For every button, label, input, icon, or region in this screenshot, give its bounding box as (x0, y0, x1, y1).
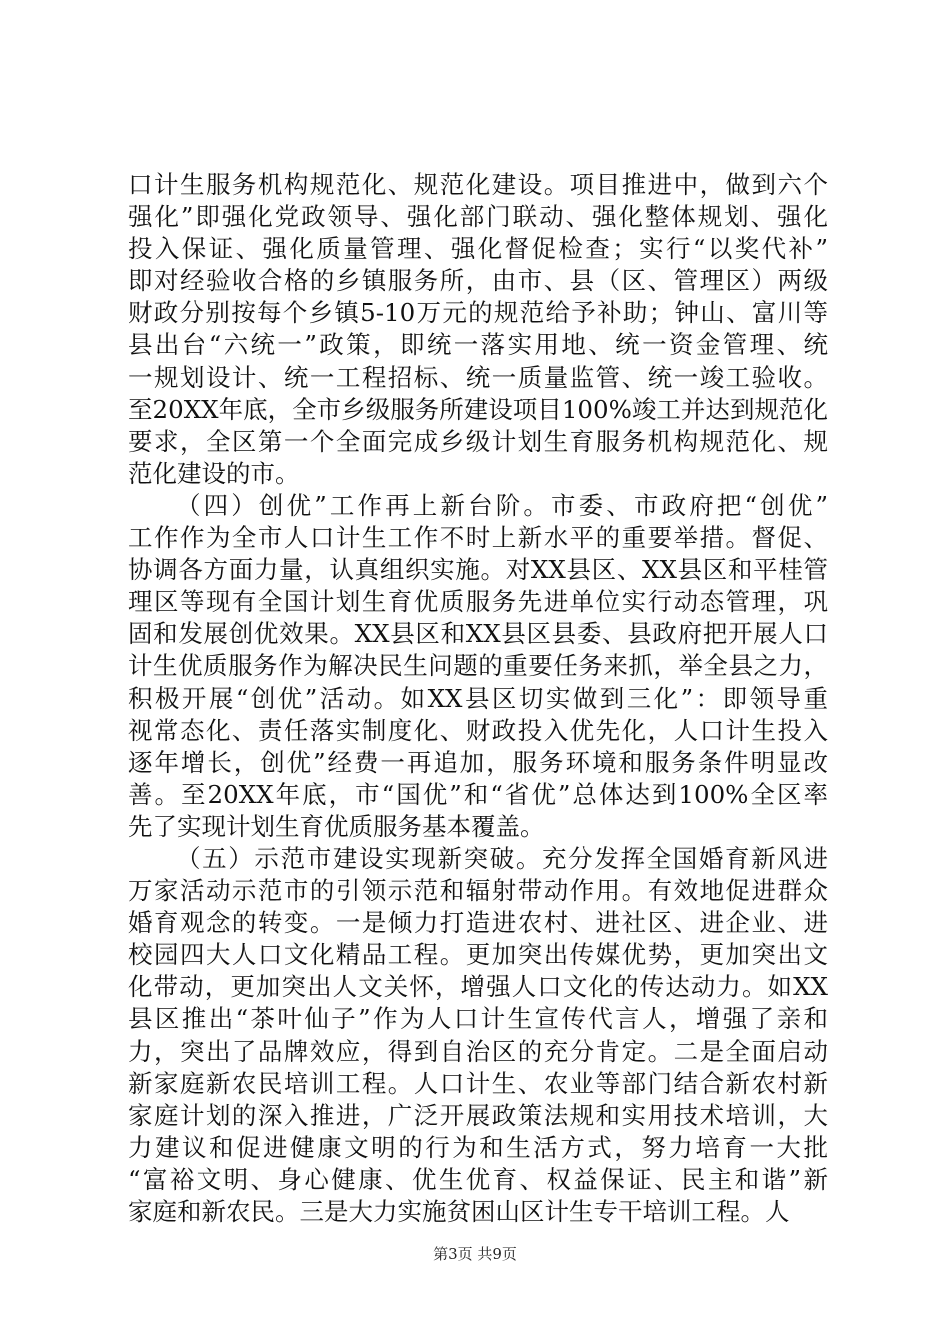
text-line: 理区等现有全国计划生育优质服务先进单位实行动态管理，巩 (128, 587, 828, 617)
text-line: 范化建设的市。 (128, 458, 300, 488)
text-line: 家庭计划的深入推进，广泛开展政策法规和实用技术培训，大 (128, 1100, 828, 1130)
text-line: （五）示范市建设实现新突破。充分发挥全国婚育新风进 (176, 843, 828, 873)
text-line: 口计生服务机构规范化、规范化建设。项目推进中，做到六个 (128, 170, 828, 199)
paragraph (128, 490, 828, 843)
text-line: 力建议和促进健康文明的行为和生活方式，努力培育一大批 (128, 1132, 828, 1162)
text-line: 工作作为全市人口计生工作不时上新水平的重要举措。督促、 (128, 523, 828, 553)
text-line: 家庭和新农民。三是大力实施贫困山区计生专干培训工程。人 (128, 1197, 790, 1226)
text-line: 协调各方面力量，认真组织实施。对XX县区、XX县区和平桂管 (128, 555, 828, 585)
text-line: 新家庭新农民培训工程。人口计生、农业等部门结合新农村新 (128, 1068, 828, 1098)
text-line: 积极开展“创优”活动。如XX县区切实做到三化”：即领导重 (128, 683, 828, 713)
text-line: 计生优质服务作为解决民生问题的重要任务来抓，举全县之力， (128, 651, 828, 681)
text-line: 要求，全区第一个全面完成乡级计划生育服务机构规范化、规 (128, 426, 828, 456)
body-text (128, 169, 828, 1228)
page-footer: 第3页 共9页 (433, 1245, 517, 1263)
text-line: 逐年增长，创优”经费一再追加，服务环境和服务条件明显改 (128, 747, 828, 777)
text-line: 先了实现计划生育优质服务基本覆盖。 (128, 811, 545, 841)
paragraph (128, 843, 828, 1228)
text-line: 善。至20XX年底，市“国优”和“省优”总体达到100%全区率 (128, 779, 828, 809)
text-line: 视常态化、责任落实制度化、财政投入优先化，人口计生投入 (128, 715, 828, 745)
text-line: 校园四大人口文化精品工程。更加突出传媒优势，更加突出文 (128, 940, 828, 970)
text-line: 县区推出“茶叶仙子”作为人口计生宣传代言人，增强了亲和 (128, 1004, 828, 1034)
paragraph (128, 169, 828, 490)
text-line: 投入保证、强化质量管理、强化督促检查；实行“以奖代补” (128, 234, 828, 264)
text-line: 一规划设计、统一工程招标、统一质量监管、统一竣工验收。 (128, 362, 828, 392)
text-line: 化带动，更加突出人文关怀，增强人口文化的传达动力。如XX (128, 972, 828, 1002)
text-line: 财政分别按每个乡镇5-10万元的规范给予补助；钟山、富川等 (128, 298, 828, 328)
text-line: 强化”即强化党政领导、强化部门联动、强化整体规划、强化 (128, 202, 828, 232)
text-line: 固和发展创优效果。XX县区和XX县区县委、县政府把开展人口 (128, 619, 828, 649)
text-line: 力，突出了品牌效应，得到自治区的充分肯定。二是全面启动 (128, 1036, 828, 1066)
text-line: 县出台“六统一”政策，即统一落实用地、统一资金管理、统 (128, 330, 828, 360)
text-line: “富裕文明、身心健康、优生优育、权益保证、民主和谐”新 (128, 1164, 828, 1194)
text-line: 至20XX年底，全市乡级服务所建设项目100%竣工并达到规范化 (128, 394, 828, 424)
text-line: 万家活动示范市的引领示范和辐射带动作用。有效地促进群众 (128, 876, 828, 906)
text-line: 婚育观念的转变。一是倾力打造进农村、进社区、进企业、进 (128, 908, 828, 938)
text-line: 即对经验收合格的乡镇服务所，由市、县（区、管理区）两级 (128, 266, 828, 296)
text-line: （四）创优”工作再上新台阶。市委、市政府把“创优” (176, 490, 828, 520)
